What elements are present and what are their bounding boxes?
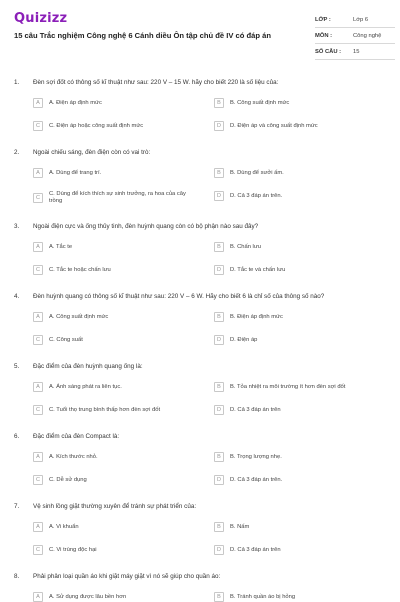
- answer-option-a[interactable]: [33, 312, 193, 322]
- option-letter-box[interactable]: D: [214, 191, 224, 201]
- option-letter-box[interactable]: A: [33, 98, 43, 108]
- answer-option-c[interactable]: [33, 191, 193, 205]
- option-text: B. Tỏa nhiệt ra môi trường ít hơn đèn sợi đốt: [230, 383, 346, 390]
- option-text: D. Điện áp: [230, 336, 258, 343]
- option-text: C. Tuổi thọ trung bình thấp hơn đèn sợi đốt: [49, 406, 161, 413]
- option-text: D. Cả 3 đáp án trên.: [230, 476, 283, 483]
- option-text: B. Dùng để sưởi ấm.: [230, 169, 284, 176]
- answer-option-b[interactable]: [214, 242, 374, 252]
- option-letter-box[interactable]: C: [33, 405, 43, 415]
- worksheet-meta-table: [315, 12, 395, 60]
- option-text: D. Điện áp và công suất định mức: [230, 122, 318, 129]
- meta-row-grade: [315, 12, 395, 28]
- option-letter-box[interactable]: A: [33, 522, 43, 532]
- question-header: [14, 223, 393, 230]
- question-header: [14, 433, 393, 440]
- option-text: B. Trọng lượng nhẹ.: [230, 453, 282, 460]
- option-text: A. Tắc te: [49, 243, 73, 250]
- option-text: A. Sử dụng được lâu bền hơn: [49, 593, 127, 600]
- question-header: [14, 149, 393, 156]
- option-text: B. Chấn lưu: [230, 243, 261, 250]
- answer-option-a[interactable]: [33, 522, 193, 532]
- answer-option-c[interactable]: [33, 335, 193, 345]
- answer-option-a[interactable]: [33, 242, 193, 252]
- answer-option-a[interactable]: [33, 592, 193, 602]
- answer-option-d[interactable]: [214, 405, 374, 415]
- meta-label: SỐ CÂU :: [315, 48, 342, 55]
- option-letter-box[interactable]: A: [33, 382, 43, 392]
- option-text: A. Vi khuẩn: [49, 523, 79, 530]
- option-text: D. Tắc te và chấn lưu: [230, 266, 286, 273]
- option-text: C. Dùng để kích thích sự sinh trưởng, ra hoa của cây trồng: [49, 191, 186, 204]
- answer-option-d[interactable]: [214, 545, 374, 555]
- option-letter-box[interactable]: B: [214, 312, 224, 322]
- answer-option-b[interactable]: [214, 592, 374, 602]
- option-letter-box[interactable]: B: [214, 168, 224, 178]
- answer-option-c[interactable]: [33, 475, 193, 485]
- answer-option-c[interactable]: [33, 545, 193, 555]
- meta-value: Công nghệ: [353, 32, 382, 39]
- question-header: [14, 503, 393, 510]
- option-text: C. Tắc te hoặc chấn lưu: [49, 266, 111, 273]
- option-letter-box[interactable]: C: [33, 475, 43, 485]
- option-letter-box[interactable]: D: [214, 475, 224, 485]
- option-letter-box[interactable]: D: [214, 545, 224, 555]
- option-letter-box[interactable]: B: [214, 98, 224, 108]
- option-letter-box[interactable]: B: [214, 382, 224, 392]
- option-text: C. Vi trùng độc hại: [49, 546, 97, 553]
- question-text: Đèn huỳnh quang có thông số kĩ thuật như sau: 220 V – 6 W. Hãy cho biết 6 là chỉ số của thông số nào?: [33, 293, 325, 300]
- answer-option-d[interactable]: [214, 475, 374, 485]
- option-text: A. Điện áp định mức: [49, 99, 102, 106]
- option-text: C. Điện áp hoặc công suất định mức: [49, 122, 144, 129]
- question-text: Đặc điểm của đèn Compact là:: [33, 433, 120, 440]
- answer-option-a[interactable]: [33, 98, 193, 108]
- meta-row-question-count: [315, 44, 395, 60]
- answer-option-b[interactable]: [214, 452, 374, 462]
- option-letter-box[interactable]: D: [214, 265, 224, 275]
- option-letter-box[interactable]: A: [33, 592, 43, 602]
- answer-option-d[interactable]: [214, 335, 374, 345]
- option-letter-box[interactable]: C: [33, 193, 43, 203]
- option-letter-box[interactable]: A: [33, 168, 43, 178]
- option-letter-box[interactable]: B: [214, 522, 224, 532]
- answer-option-c[interactable]: [33, 121, 193, 131]
- question-text: Ngoài điện cực và ống thủy tinh, đèn huỳnh quang còn có bộ phận nào sau đây?: [33, 223, 259, 230]
- option-letter-box[interactable]: A: [33, 452, 43, 462]
- option-letter-box[interactable]: C: [33, 545, 43, 555]
- question-header: [14, 79, 393, 86]
- option-text: D. Cả 3 đáp án trên: [230, 546, 281, 553]
- question-number: 7.: [14, 503, 20, 510]
- question-number: 6.: [14, 433, 20, 440]
- option-text: B. Nấm: [230, 523, 250, 530]
- meta-label: MÔN :: [315, 32, 333, 39]
- question-number: 5.: [14, 363, 20, 370]
- option-text: C. Dễ sử dụng: [49, 476, 87, 483]
- question-text: Đèn sợi đốt có thông số kĩ thuật như sau: 220 V – 15 W. hãy cho biết 220 là số liệu của:: [33, 79, 279, 86]
- option-text: B. Tránh quần áo bị hỏng: [230, 593, 296, 600]
- quizizz-logo: Quizizz: [14, 11, 68, 26]
- meta-row-subject: [315, 28, 395, 44]
- answer-option-c[interactable]: [33, 265, 193, 275]
- option-letter-box[interactable]: C: [33, 335, 43, 345]
- question-number: 4.: [14, 293, 20, 300]
- answer-option-b[interactable]: [214, 312, 374, 322]
- question-number: 1.: [14, 79, 20, 86]
- question-header: [14, 573, 393, 580]
- meta-label: LỚP :: [315, 16, 331, 23]
- option-text: A. Kích thước nhỏ.: [49, 453, 98, 460]
- option-letter-box[interactable]: D: [214, 121, 224, 131]
- answer-option-b[interactable]: [214, 382, 374, 392]
- answer-option-d[interactable]: [214, 121, 374, 131]
- option-text: A. Công suất định mức: [49, 313, 109, 320]
- option-text: D. Cả 3 đáp án trên.: [230, 192, 283, 199]
- option-letter-box[interactable]: A: [33, 242, 43, 252]
- question-number: 3.: [14, 223, 20, 230]
- option-text: B. Điện áp định mức: [230, 313, 283, 320]
- answer-option-a[interactable]: [33, 168, 193, 178]
- question-number: 8.: [14, 573, 20, 580]
- answer-option-a[interactable]: [33, 452, 193, 462]
- option-letter-box[interactable]: C: [33, 265, 43, 275]
- answer-option-b[interactable]: [214, 522, 374, 532]
- option-letter-box[interactable]: B: [214, 452, 224, 462]
- meta-value: 15: [353, 48, 360, 55]
- option-letter-box[interactable]: B: [214, 592, 224, 602]
- answer-option-b[interactable]: [214, 98, 374, 108]
- worksheet-title: 15 câu Trắc nghiệm Công nghệ 6 Cánh diều Ôn tập chủ đề IV có đáp án: [14, 31, 271, 40]
- question-number: 2.: [14, 149, 20, 156]
- option-text: C. Công suất: [49, 336, 83, 343]
- question-header: [14, 363, 393, 370]
- option-letter-box[interactable]: D: [214, 335, 224, 345]
- option-text: A. Ánh sáng phát ra liên tục.: [49, 383, 122, 390]
- answer-option-d[interactable]: [214, 191, 374, 201]
- question-text: Đặc điểm của đèn huỳnh quang ống là:: [33, 363, 143, 370]
- answer-option-c[interactable]: [33, 405, 193, 415]
- answer-option-a[interactable]: [33, 382, 193, 392]
- option-letter-box[interactable]: C: [33, 121, 43, 131]
- option-letter-box[interactable]: A: [33, 312, 43, 322]
- option-text: A. Dùng để trang trí.: [49, 169, 102, 176]
- option-letter-box[interactable]: B: [214, 242, 224, 252]
- option-letter-box[interactable]: D: [214, 405, 224, 415]
- question-text: Vệ sinh lồng giặt thường xuyên để tránh sự phát triển của:: [33, 503, 197, 510]
- question-header: [14, 293, 393, 300]
- option-text: B. Công suất định mức: [230, 99, 290, 106]
- meta-value: Lớp 6: [353, 16, 369, 23]
- option-text: D. Cả 3 đáp án trên: [230, 406, 281, 413]
- question-text: Ngoài chiếu sáng, đèn điện còn có vai trò:: [33, 149, 151, 156]
- answer-option-d[interactable]: [214, 265, 374, 275]
- answer-option-b[interactable]: [214, 168, 374, 178]
- question-text: Phải phân loại quần áo khi giặt máy giặt vì nó sẽ giúp cho quần áo:: [33, 573, 221, 580]
